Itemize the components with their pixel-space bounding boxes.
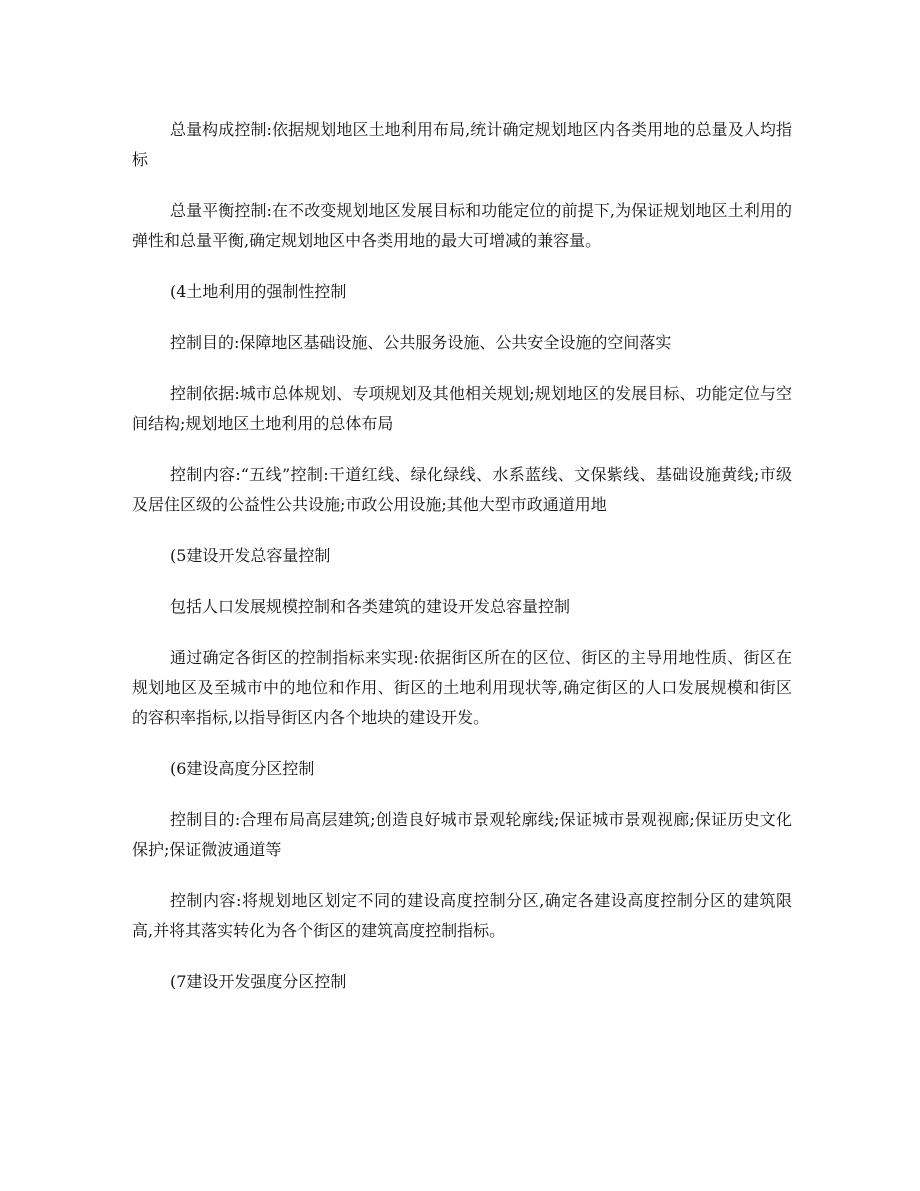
paragraph-total-composition: 总量构成控制:依据规划地区土地利用布局,统计确定规划地区内各类用地的总量及人均指标 (132, 120, 792, 169)
paragraph-population-control: 包括人口发展规模控制和各类建筑的建设开发总容量控制 (170, 597, 571, 616)
paragraph-height-purpose: 控制目的:合理布局高层建筑;创造良好城市景观轮廓线;保证城市景观视廊;保证历史文化保护;保证微波通道等 (132, 810, 792, 859)
section-heading-4: (4土地利用的强制性控制 (170, 282, 347, 301)
section-heading-5: (5建设开发总容量控制 (170, 546, 331, 565)
document-body (132, 115, 792, 1018)
paragraph-total-balance: 总量平衡控制:在不改变规划地区发展目标和功能定位的前提下,为保证规划地区土利用的弹性和总量平衡,确定规划地区中各类用地的最大可增减的兼容量。 (132, 201, 792, 250)
section-heading-6: (6建设高度分区控制 (170, 759, 315, 778)
paragraph-block-indicators: 通过确定各街区的控制指标来实现:依据街区所在的区位、街区的主导用地性质、街区在规划地区及至城市中的地位和作用、街区的土地利用现状等,确定街区的人口发展规模和街区的容积率指标,以指导街区内各个地块的建设开发。 (132, 648, 792, 727)
section-heading-7: (7建设开发强度分区控制 (170, 972, 347, 991)
paragraph-control-basis: 控制依据:城市总体规划、专项规划及其他相关规划;规划地区的发展目标、功能定位与空间结构;规划地区土地利用的总体布局 (132, 384, 792, 433)
paragraph-height-content: 控制内容:将规划地区划定不同的建设高度控制分区,确定各建设高度控制分区的建筑限高,并将其落实转化为各个街区的建筑高度控制指标。 (132, 891, 792, 940)
paragraph-control-purpose: 控制目的:保障地区基础设施、公共服务设施、公共安全设施的空间落实 (170, 333, 672, 352)
paragraph-control-content: 控制内容:“五线”控制:干道红线、绿化绿线、水系蓝线、文保紫线、基础设施黄线;市级及居住区级的公益性公共设施;市政公用设施;其他大型市政通道用地 (132, 465, 792, 514)
